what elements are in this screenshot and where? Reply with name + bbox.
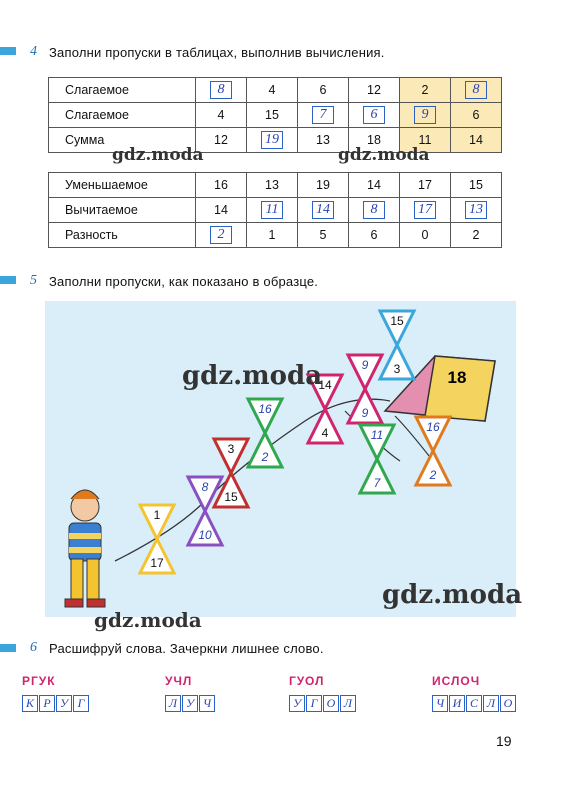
table-cell: 13 (298, 128, 349, 153)
bow-bottom-number: 2 (429, 468, 437, 482)
answer-box: 19 (261, 131, 283, 149)
answer-letters (22, 695, 90, 712)
table-cell: 0 (400, 223, 451, 248)
answer-letter: Ч (199, 695, 215, 712)
table-cell: 6 (349, 223, 400, 248)
watermark: gdz.moda (182, 361, 323, 391)
task-marker (0, 47, 16, 55)
watermark: gdz.moda (382, 580, 523, 610)
bow-top-number: 16 (426, 420, 440, 434)
table-cell (298, 198, 349, 223)
table-cell: 2 (451, 223, 502, 248)
answer-box: 7 (312, 106, 334, 124)
answer-letter: Г (73, 695, 89, 712)
answer-box: 2 (210, 226, 232, 244)
bow (214, 439, 248, 507)
table-row (49, 223, 502, 248)
bow (380, 311, 414, 379)
answer-box: 11 (261, 201, 283, 219)
table-cell: 6 (298, 78, 349, 103)
bow-bottom-number: 4 (321, 426, 329, 440)
bow-bottom-number: 17 (150, 556, 164, 570)
bow-top-number: 15 (390, 314, 404, 328)
table-cell: 16 (196, 173, 247, 198)
table-cell: 1 (247, 223, 298, 248)
table-cell (451, 78, 502, 103)
table-cell: 15 (451, 173, 502, 198)
bow-top-number: 14 (318, 378, 332, 392)
kite-illustration (45, 301, 516, 617)
answer-letters (432, 695, 517, 712)
bow-top-number: 3 (227, 442, 235, 456)
answer-box: 13 (465, 201, 487, 219)
answer-letter: У (56, 695, 72, 712)
table-cell (451, 198, 502, 223)
answer-letters (289, 695, 357, 712)
answer-box: 8 (210, 81, 232, 99)
task-4-text: Заполни пропуски в таблицах, выполнив вычисления. (49, 45, 385, 60)
scrambled-word: УЧЛ (165, 674, 193, 688)
table-cell (400, 103, 451, 128)
table-cell (247, 198, 298, 223)
row-label: Слагаемое (49, 78, 196, 103)
answer-letter: О (500, 695, 516, 712)
answer-letter: С (466, 695, 482, 712)
subtraction-table (48, 172, 502, 248)
table-cell (349, 198, 400, 223)
answer-letters (165, 695, 216, 712)
table-cell: 17 (400, 173, 451, 198)
table-cell (400, 198, 451, 223)
task-6-number: 6 (30, 640, 37, 655)
answer-letter: Р (39, 695, 55, 712)
task-marker (0, 644, 16, 652)
row-label: Сумма (49, 128, 196, 153)
row-label: Слагаемое (49, 103, 196, 128)
task-5-text: Заполни пропуски, как показано в образце. (49, 274, 319, 289)
answer-letter: Л (483, 695, 499, 712)
table-cell (196, 78, 247, 103)
table-cell (349, 103, 400, 128)
task-6-text: Расшифруй слова. Зачеркни лишнее слово. (49, 641, 324, 656)
table-cell (298, 103, 349, 128)
answer-box: 9 (414, 106, 436, 124)
table-cell: 15 (247, 103, 298, 128)
kite-drawing (45, 301, 516, 617)
bow-top-number: 8 (201, 480, 209, 494)
table-cell: 12 (349, 78, 400, 103)
watermark: gdz.moda (338, 145, 430, 165)
bow (416, 417, 450, 485)
bow (348, 355, 382, 423)
table-cell: 4 (196, 103, 247, 128)
bow (140, 505, 174, 573)
bow-bottom-number: 10 (198, 528, 212, 542)
table-row (49, 78, 502, 103)
answer-letter: Г (306, 695, 322, 712)
bow-bottom-number: 9 (361, 406, 369, 420)
row-label: Уменьшаемое (49, 173, 196, 198)
table-cell: 12 (196, 128, 247, 153)
bow-bottom-number: 2 (261, 450, 269, 464)
answer-box: 8 (363, 201, 385, 219)
bow-bottom-number: 15 (224, 490, 238, 504)
task-5-number: 5 (30, 273, 37, 288)
answer-letter: У (289, 695, 305, 712)
bow-top-number: 9 (361, 358, 369, 372)
scrambled-word: ИСЛОЧ (432, 674, 481, 688)
table-cell: 5 (298, 223, 349, 248)
addition-table (48, 77, 502, 153)
table-row (49, 173, 502, 198)
kite-face (425, 356, 495, 421)
bow-top-number: 11 (370, 428, 384, 442)
scrambled-word: ГУОЛ (289, 674, 325, 688)
table-cell: 4 (247, 78, 298, 103)
answer-box: 6 (363, 106, 385, 124)
table-cell (247, 128, 298, 153)
answer-letter: Л (165, 695, 181, 712)
table-cell: 13 (247, 173, 298, 198)
watermark: gdz.moda (112, 145, 204, 165)
answer-letter: У (182, 695, 198, 712)
bow (248, 399, 282, 467)
table-cell: 19 (298, 173, 349, 198)
answer-letter: О (323, 695, 339, 712)
row-label: Вычитаемое (49, 198, 196, 223)
table-row (49, 103, 502, 128)
answer-box: 17 (414, 201, 436, 219)
table-cell: 6 (451, 103, 502, 128)
table-row (49, 198, 502, 223)
table-cell (196, 223, 247, 248)
table-cell: 14 (451, 128, 502, 153)
watermark: gdz.moda (94, 608, 202, 632)
kite-bows (140, 311, 450, 573)
table-cell: 11 (400, 128, 451, 153)
table-cell: 14 (196, 198, 247, 223)
bow-bottom-number: 7 (373, 476, 381, 490)
bow-bottom-number: 3 (393, 362, 401, 376)
table-cell: 18 (349, 128, 400, 153)
bow-top-number: 1 (153, 508, 161, 522)
task-4-number: 4 (30, 44, 37, 59)
bow (360, 425, 394, 493)
answer-letter: Л (340, 695, 356, 712)
table-cell: 2 (400, 78, 451, 103)
answer-letter: Ч (432, 695, 448, 712)
answer-letter: И (449, 695, 465, 712)
table-cell: 14 (349, 173, 400, 198)
answer-box: 14 (312, 201, 334, 219)
boy-figure (65, 490, 105, 607)
scrambled-word: РГУК (22, 674, 56, 688)
answer-letter: К (22, 695, 38, 712)
answer-box: 8 (465, 81, 487, 99)
bow (188, 477, 222, 545)
row-label: Разность (49, 223, 196, 248)
task-marker (0, 276, 16, 284)
page-number: 19 (496, 733, 512, 749)
bow-top-number: 16 (258, 402, 272, 416)
kite-number: 18 (447, 368, 467, 387)
